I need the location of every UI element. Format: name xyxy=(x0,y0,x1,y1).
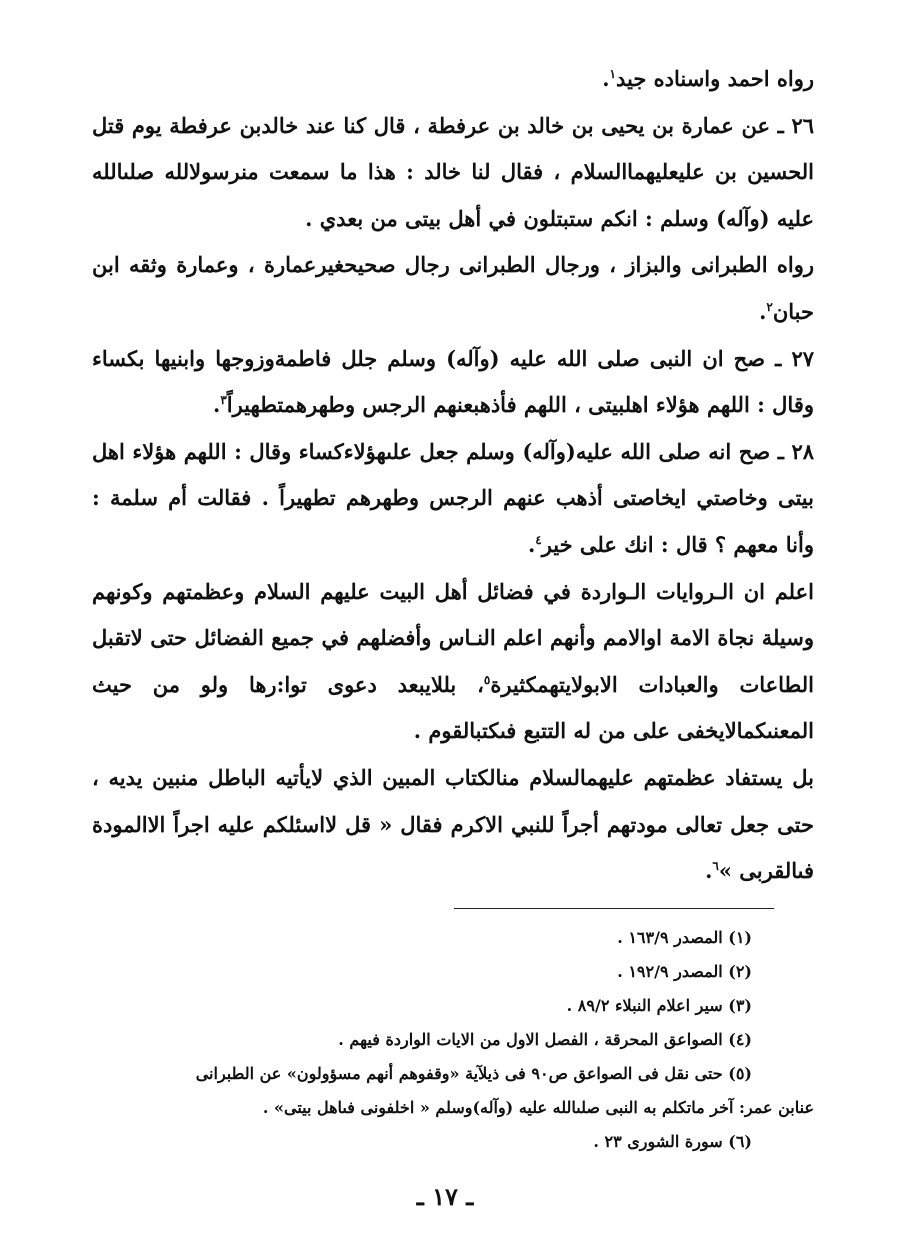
footnote-ref-2: ٢ xyxy=(766,299,773,314)
paragraph-hadith-28 xyxy=(92,429,814,569)
paragraph-4-end: . xyxy=(213,392,221,418)
footnote-ref-3: ٣ xyxy=(220,393,227,408)
footnote-5-line-2: عنابن عمر: آخر ماتكلم به النبى صلىالله عليه (وآله)وسلم « اخلفونى فىاهل بيتى» . xyxy=(262,1098,814,1117)
paragraph-3-text: رواه الطبرانى والبزاز ، ورجال الطبرانى رجال صحيحغيرعمارة ، وعمارة وثقه ابن حبان xyxy=(92,252,814,324)
paragraph-1-text: رواه احمد واسناده جيد xyxy=(615,66,814,91)
paragraph-7 xyxy=(92,755,814,895)
paragraph-7-end: . xyxy=(705,858,713,884)
footnote-divider xyxy=(454,908,774,909)
paragraph-1-end: . xyxy=(602,66,610,91)
paragraph-6 xyxy=(92,569,814,755)
footnote-ref-5: ٥ xyxy=(483,672,491,687)
paragraph-3-end: . xyxy=(759,298,767,324)
paragraph-5-text: ٢٨ ـ صح انه صلى الله عليه(وآله) وسلم جعل علىهؤلاءكساء وقال : اللهم هؤلاء اهل بيتى وخاصتي ايخاصتى أذهب عنهم الرجس وطهرهم تطهيراً . فقالت أم سلمة : وأنا معهم ؟ قال : انك على خير xyxy=(92,438,814,557)
paragraph-4-text: ٢٧ ـ صح ان النبى صلى الله عليه (وآله) وسلم جلل فاطمةوزوجها وابنيها بكساء وقال : اللهم هؤلاء اهلبيتى ، اللهم فأذهبعنهم الرجس وطهرهمتطهيراً xyxy=(92,345,814,418)
footnote-ref-4: ٤ xyxy=(535,532,542,547)
footnote-5-line-1: (٥) حتى نقل فى الصواعق ص٩٠ فى ذيلآية «وقفوهم أنهم مسؤولون» عن الطبرانى xyxy=(195,1064,752,1083)
page-number: ـ ١٧ ـ xyxy=(416,1182,474,1211)
footnote-6: (٦) سورة الشورى ٢٣ . xyxy=(593,1132,752,1151)
paragraph-7-text: بل يستفاد عظمتهم عليهمالسلام منالكتاب المبين الذي لايأتيه الباطل منبين يديه ، حتى جعل تعالى مودتهم أجراً للنبي الاكرم فقال « قل لااسئلكم عليه اجراً الاالمودة فىالقربى » xyxy=(92,764,814,884)
paragraph-3 xyxy=(92,242,814,335)
footnote-4: (٤) الصواعق المحرقة ، الفصل الاول من الايات الواردة فيهم . xyxy=(338,1030,752,1049)
paragraph-1 xyxy=(92,56,814,103)
paragraph-5-end: . xyxy=(527,531,536,557)
footnote-ref-6: ٦ xyxy=(712,859,719,874)
footnotes xyxy=(92,921,814,1159)
footnote-1: (١) المصدر ١٦٣/٩ . xyxy=(617,928,752,947)
paragraph-hadith-27 xyxy=(92,336,814,429)
paragraph-6-text-continued: ، بللايبعد دعوى توا:رها ولو من حيث المعنىكمالايخفى على من له التتبع فىكتبالقوم . xyxy=(92,671,814,744)
footnote-3: (٣) سير اعلام النبلاء ٨٩/٢ . xyxy=(566,996,752,1015)
footnote-2: (٢) المصدر ١٩٢/٩ . xyxy=(617,962,752,981)
footnote-ref-1: ١ xyxy=(609,67,616,81)
paragraph-6-text: اعلم ان الـروايات الـواردة في فضائل أهل البيت عليهم السلام وعظمتهم وكونهم وسيلة نجاة الامة اوالامم وأنهم اعلم النـاس وأفضلهم في جميع الفضائل حتى لاتقبل الطاعات والعبادات الابولايتهمكثيرة xyxy=(92,578,815,697)
paragraph-hadith-26: ٢٦ ـ عن عمارة بن يحيى بن خالد بن عرفطة ، قال كنا عند خالدبن عرفطة يوم قتل الحسين بن عليعليهماالسلام ، فقال لنا خالد : هذا ما سمعت منرسولالله صلىالله عليه (وآله) وسلم : انكم ستبتلون في أهل بيتى من بعدي . xyxy=(92,112,814,231)
main-text xyxy=(92,56,814,895)
